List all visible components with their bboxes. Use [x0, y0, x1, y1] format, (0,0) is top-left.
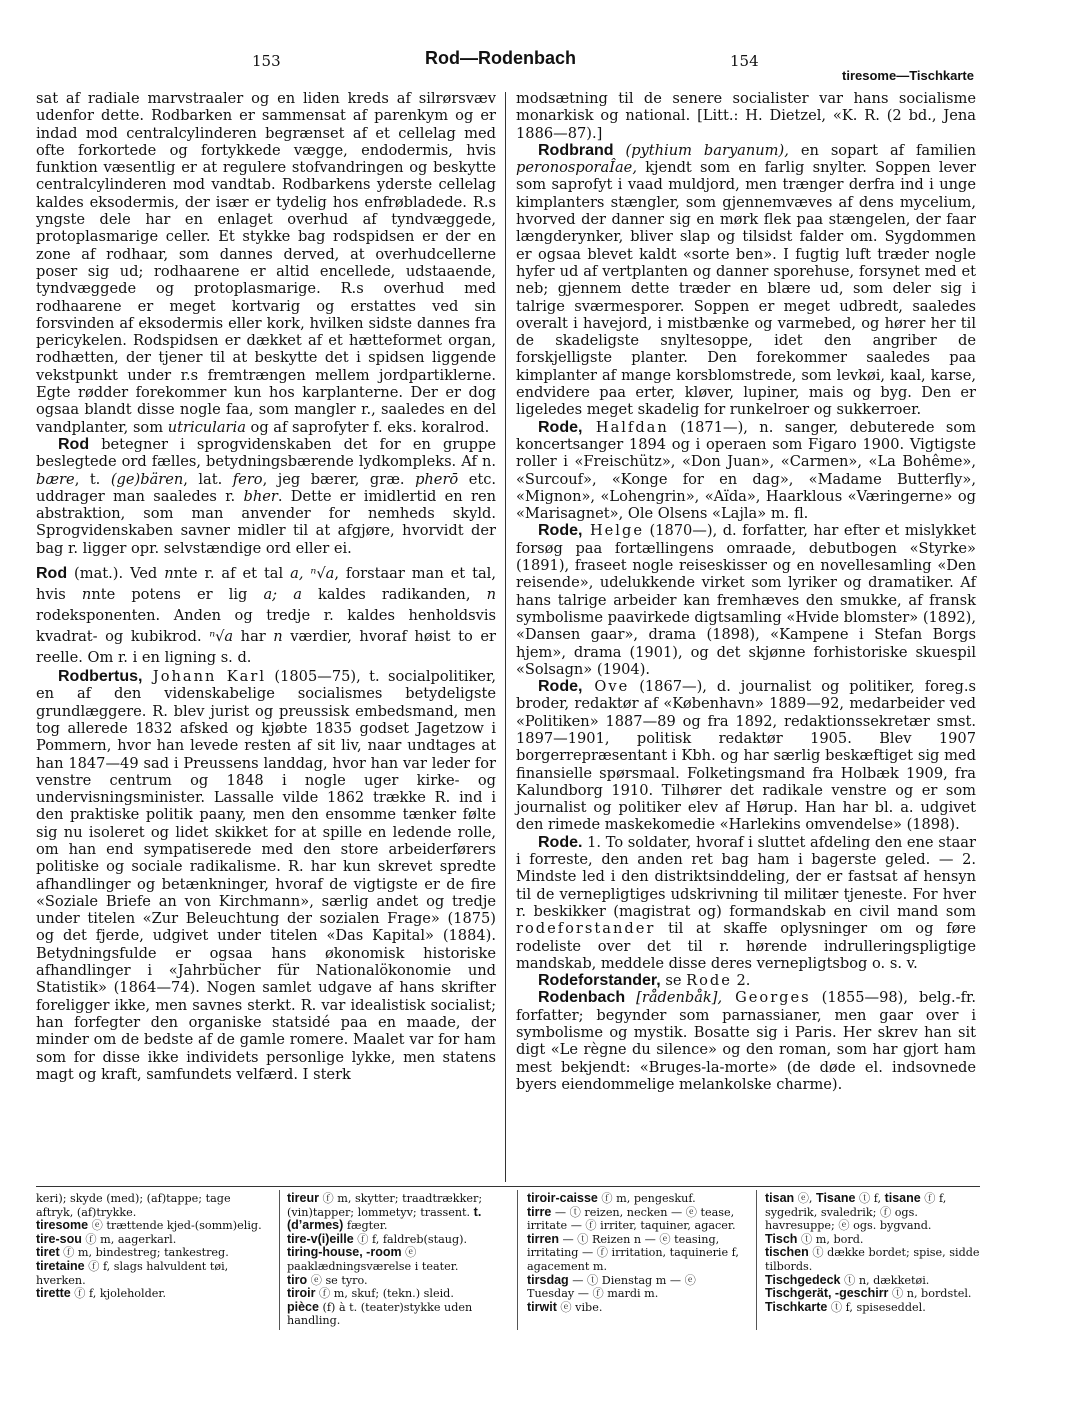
page-number-right: 154 [730, 52, 759, 70]
dictionary-column-divider [279, 1190, 280, 1330]
headword: Rode. [538, 833, 583, 851]
dictionary-entry: tire-v(i)eille ⓕ f, faldreb(staug). [287, 1231, 468, 1246]
entry-rod-linguistic: Rod betegner i sprogvidenskaben det for en gruppe beslegtede ord fælles, betydningsbærende lydkompleks. Af n. bære, t. (ge)bären, lat. fero, jeg bærer, græ. pherō etc. uddrager man saaledes r. bher. Dette er imidlertid en ren abstraktion, som man anvender for nemheds skyld. Sprogvidenskaben savner midler til at afgjøre, hvorvidt der bag r. ligger opr. selvstændige ord eller ei. [36, 435, 497, 557]
dictionary-entry: tiroir-caisse ⓕ m, pengeskuf. [527, 1191, 696, 1205]
dictionary-entry: tiretaine ⓕ f, slags halvuldent tøi, hverken. [36, 1258, 229, 1287]
dictionary-column-divider [517, 1190, 518, 1330]
dictionary-column-3 [527, 1192, 745, 1314]
dictionary-entry: tiring-house, -room ⓔ paaklædningsværelse i teater. [287, 1245, 459, 1273]
page-number-left: 153 [252, 52, 281, 70]
entry-rodeforstander: Rodeforstander, se Rode 2. [538, 972, 751, 990]
dictionary-entry: tirre — ⓣ reizen, necken — ⓔ tease, irritate — ⓕ irriter, taquiner, agacer. [527, 1204, 736, 1233]
entry-rodbertus: Rodbertus, Johann Karl (1805—75), t. socialpolitiker, en af den videnskabelige socialismes betydeligste grundlæggere. R. blev jurist og preussisk embedsmand, men tog allerede 1832 afsked og kjøbte 1835 godset Jagetzow i Pommern, hvor han levede resten af sit liv, naar undtages at han 1847—49 sad i Preussens landdag, hvor han var leder for venstre centrum og 1848 i nogle uger kirke- og undervisningsminister. Lassalle vilde 1862 trække R. ind i den praktiske politik paany, men den ensomme tænker følte sig nu isoleret og lidet skikket for at spille en ledende rolle, om han end sympatiserede med den store arbeiderførers politiske og sociale radikalisme. R. har kun skrevet spredte afhandlinger og betænkninger, hvoraf de vigtigste er de fire «Soziale Briefe an von Kirchmann», særlig andet og tredje under titelen «Zur Beleuchtung der sozialen Frage» (1875) og det fjerde, udgivet under titelen «Das Kapital» (1884). Betydningsfulde er ogsaa hans økonomisk historiske afhandlinger i «Jahrbücher für Nationalökonomie und Statistik» (1864—74). Nogen samlet udgave af hans skrifter foreligger ikke, men savnes sterkt. R. var idealistisk socialist; han forfegter den organiske statsidé paa en maade, der minder om de bedste af de gamle romere. Maalet var for ham som for disse ikke individets personlige lykke, men statens magt og kraft, samfundets velfærd. I sterk [36, 668, 496, 1083]
dictionary-column-2 [287, 1192, 505, 1328]
dictionary-entry: tiroir ⓕ m, skuf; (tekn.) sleid. [287, 1286, 454, 1301]
dictionary-entry: Tischgedeck ⓣ n, dækketøi. [765, 1272, 930, 1287]
headword: Rod [58, 435, 90, 453]
page-header [0, 48, 1080, 88]
headword: Rodbrand [538, 141, 614, 159]
dictionary-entry: tirren — ⓣ Reizen n — ⓔ teasing, irritating — ⓕ irritation, taquinerie f, agacement m. [527, 1231, 739, 1273]
dictionary-entry: pièce (f) à t. (teater)stykke uden handling. [287, 1299, 473, 1328]
dictionary-entry: Tischkarte ⓣ f, spiseseddel. [765, 1299, 926, 1314]
headword: Rodbertus, [58, 668, 143, 686]
dictionary-entry: tisan ⓔ, Tisane ⓣ f, tisane ⓕ f, sygedrik, svaledrik; ⓕ ogs. havresuppe; ⓔ ogs. bygvand. [765, 1191, 947, 1233]
nth-root-symbol: ⁿ√a [310, 565, 335, 583]
left-column [36, 90, 496, 1083]
entry-rode-halfdan: Rode, Halfdan (1871—), n. sanger, debuterede som koncertsanger 1894 og i operaen som Figaro 1900. Vigtigste roller i «Freischütz», «Don Juan», «Carmen», «La Bohême», «Surcouf», «Konge for en dag», «Madame Butterfly», «Mignon», «Lohengrin», «Aïda», Haarklous «Væringerne» og «Marisagnet», Ole Olsens «Lajla» m. fl. [516, 418, 977, 523]
dictionary-range-title: tiresome—Tischkarte [842, 68, 974, 83]
paragraph-rodbark: sat af radiale marvstraaler og en liden kreds af silrørsvæv udenfor dette. Rodbarken er sammensat af parenkym og er indad mod centralcylinderen begrænset af et cellelag med ofte forkortede og fortykkede vægge, endodermis, hvis funktion væsentlig er at regulere stofvandringen og beskytte centralcylinderen mod vandtab. Rodbarkens yderste cellelag kaldes eksodermis, der især er tydelig hos enfrøbladede. R.s yngste dele har en enlaget overhud af tyndvæggede, protoplasmarige celler. Et stykke bag rodspidsen er der en zone af rodhaar, som dannes derved, at overhudcellerne poser sig ud; rodhaarene er altid encellede, udstaaende, tyndvæggede og protoplasmarige. R.s overhud med rodhaarene er meget kortvarig og erstattes ved sin forsvinden af eksodermis eller kork, hvilken sidste dannes fra pericykelen. Rodspidsen er dækket af et hætteformet organ, rodhætten, der tjener til at beskytte det i spidsen liggende vekstpunkt under r.s fremtrængen mellem jordpartiklerne. Egte rødder forekommer kun hos karplanterne. Der er dog ogsaa blandt disse nogle faa, som mangler r., saaledes en del vandplanter, som utricularia og af saprofyter f. eks. koralrod. [36, 90, 496, 436]
dictionary-entry: tirwit ⓔ vibe. [527, 1299, 603, 1314]
paragraph-continuation: modsætning til de senere socialister var hans socialisme monarkisk og national. [Litt.: H. Dietzel, «K. R. (2 bd., Jena 1886—87).] [516, 90, 976, 142]
dictionary-entry: tischen ⓣ dække bordet; spise, sidde tilbords. [765, 1245, 980, 1273]
entry-rodbrand: Rodbrand (pythium baryanum), en sopart af familien peronosporaÎae, kjendt som en farlig snylter. Soppen lever som saprofyt i vaad muldjord, men trænger derfra ind i unge kimplanters stængler, som gjennemvæves af dens mycelium, hvorved der danner sig en mørk flek paa stængelen, der faar længderynker, bliver slap og tilsidst falder om. Sygdommen er ogsaa blevet kaldt «sorte ben». I fugtig luft træder nogle hyfer ud af vertplanten og danner sporehuse, forsynet med et neb; gjennem dette træder en blære ud, som deler sig i talrige sværmesporer. Soppen er meget udbredt, saaledes overalt i havejord, i mistbænke og varmebed, og hører her til de skadeligste snyltesoppe, idet den angriber de forskjelligste planter. Den forekommer saaledes paa kimplanter af mange korsblomstrede, som levkøi, kaal, karse, endvidere paa erter, kløver, lupiner, mais og byg. Den er ligeledes meget skadelig for runkelroer og sukkerroer. [516, 141, 976, 419]
dictionary-entry: tiret ⓕ m, bindestreg; tankestreg. [36, 1245, 229, 1260]
entry-rode-military: Rode. 1. To soldater, hvoraf i sluttet afdeling den ene staar i forreste, den anden ret bag ham i bagerste geled. — 2. Mindste led i den distriktsinddeling, der er fastsat af hensyn til de vernepligtiges udskrivning til militær tjeneste. For hver r. beskikker (magistrat og) formandskab en civil mand som rodeforstander til at skaffe oplysninger om og føre rodeliste over det til r. hørende indrulleringspligtige mandskab, meddele disse deres vernepligtsbog o. s. v. [516, 833, 976, 972]
footer-divider [36, 1186, 980, 1187]
dictionary-entry: tirette ⓕ f, kjoleholder. [36, 1286, 167, 1301]
entry-rod-math: Rod (mat.). Ved nnte r. af et tal a, ⁿ√a, forstaar man et tal, hvis nnte potens er lig a; a kaldes radikanden, n rodeksponenten. Anden og tredje r. kaldes henholdsvis kvadrat- og kubikrod. ⁿ√a har n værdier, hvoraf høist to er reelle. Om r. i en ligning s. d. [36, 565, 496, 667]
headword: Rode, [538, 522, 583, 540]
dictionary-column-1 [36, 1192, 268, 1301]
dictionary-column-divider [756, 1190, 757, 1330]
headword: Rode, [538, 678, 583, 696]
dictionary-column-4 [765, 1192, 980, 1314]
dictionary-entry: tiresome ⓔ trættende kjed-(somm)elig. [36, 1218, 262, 1233]
column-divider [505, 92, 506, 1182]
nth-root-symbol: ⁿ√a [209, 628, 234, 646]
running-title: Rod—Rodenbach [425, 48, 576, 68]
dictionary-entry: tirsdag — ⓣ Dienstag m — ⓔ Tuesday — ⓕ mardi m. [527, 1272, 696, 1301]
dictionary-entry: Tisch ⓣ m, bord. [765, 1231, 864, 1246]
dictionary-entry: Tischgerät, -geschirr ⓣ n, bordstel. [765, 1286, 972, 1301]
entry-rodenbach: Rodenbach [rådenbåk], Georges (1855—98), belg.-fr. forfatter; begynder som parnassianer, men gaar over i symbolisme og mystik. Bosatte sig i Paris. Her skrev han sit digt «Le règne du silence» og den roman, som har gjort ham mest bekjendt: «Bruges-la-morte» (de døde el. indsovnede byers eiendommelige melankolske charme). [516, 989, 976, 1093]
entry-rode-ove: Rode, Ove (1867—), d. journalist og politiker, foreg.s broder, redaktør af «København» 1889—92, medarbeider ved «Politiken» 1887—89 og fra 1892, redaktionssekretær smst. 1897—1901, politisk redaktør 1905. Blev 1907 borgerrepræsentant i Kbh. og har særlig beskæftiget sig med finansielle spørsmaal. Folketingsmand fra Holbæk 1909, fra Kalundborg 1910. Tilhører det radikale venstre og er som journalist og politiker elev af Hørup. Han har bl. a. udgivet den rimede maskekomedie «Harlekins omvendelse» (1898). [516, 678, 976, 834]
headword: Rodeforstander, [538, 972, 661, 990]
entry-rode-helge: Rode, Helge (1870—), d. forfatter, har efter et mislykket forsøg paa fortællingens omraade, debutbogen «Styrke» (1891), fraseet nogle reiseskisser og en novellesamling «Den reisende», udelukkende virket som lyriker og dramatiker. Af hans talrige arbeider kan fremhæves den smukke, af fransk symbolisme paavirkede digtsamling «Hvide blomster» (1892), «Dansen gaar», drama (1898), «Kampene i Stefan Borgs hjem», drama (1901), og det skjønne forhistoriske skuespil «Solsagn» (1904). [516, 522, 976, 678]
headword: Rodenbach [538, 989, 626, 1007]
headword: Rod [36, 565, 68, 583]
dictionary-entry: tireur ⓕ m, skytter; traadtrækker; (vin)tapper; lommetyv; trassent. t. (d’armes) fægter. [287, 1191, 483, 1233]
dictionary-entry: tire-sou ⓕ m, aagerkarl. [36, 1231, 177, 1246]
headword: Rode, [538, 418, 583, 436]
right-column [516, 90, 976, 1093]
dictionary-entry: keri); skyde (med); (af)tappe; tage aftryk, (af)trykke. [36, 1192, 231, 1219]
dictionary-entry: tiro ⓔ se tyro. [287, 1272, 368, 1287]
